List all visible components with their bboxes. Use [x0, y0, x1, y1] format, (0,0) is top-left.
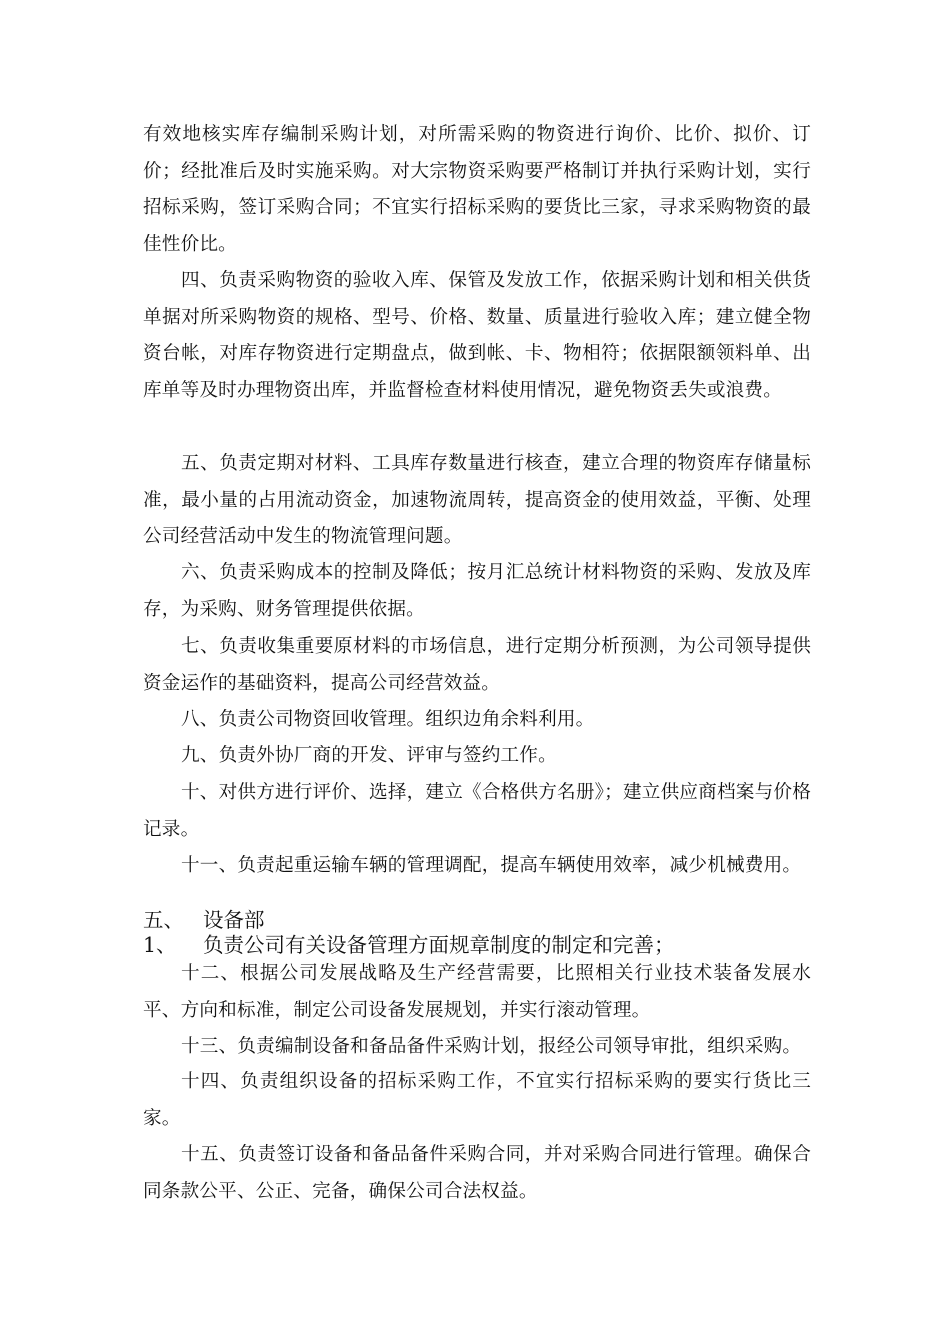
item-number: 1、	[143, 933, 177, 957]
paragraph-item-9: 九、负责外协厂商的开发、评审与签约工作。	[181, 745, 557, 766]
paragraph-item-11: 十一、负责起重运输车辆的管理调配，提高车辆使用效率，减少机械费用。	[181, 855, 802, 876]
paragraph-item-15: 十五、负责签订设备和备品备件采购合同，并对采购合同进行管理。确保合同条款公平、公正、完备，确保公司合法权益。	[143, 1144, 811, 1202]
section-heading	[143, 908, 265, 932]
item-text: 负责公司有关设备管理方面规章制度的制定和完善；	[203, 933, 675, 957]
paragraph-item-14: 十四、负责组织设备的招标采购工作，不宜实行招标采购的要实行货比三家。	[143, 1071, 811, 1129]
section-title: 设备部	[203, 908, 265, 932]
paragraph-item-6: 六、负责采购成本的控制及降低；按月汇总统计材料物资的采购、发放及库存，为采购、财务管理提供依据。	[143, 562, 811, 620]
paragraph-item-12: 十二、根据公司发展战略及生产经营需要，比照相关行业技术装备发展水平、方向和标准，制定公司设备发展规划，并实行滚动管理。	[143, 963, 811, 1021]
paragraph-item-4: 四、负责采购物资的验收入库、保管及发放工作，依据采购计划和相关供货单据对所采购物资的规格、型号、价格、数量、质量进行验收入库；建立健全物资台帐，对库存物资进行定期盘点，做到帐、卡、物相符；依据限额领料单、出库单等及时办理物资出库，并监督检查材料使用情况，避免物资丢失或浪费。	[143, 270, 811, 401]
paragraph-item-13: 十三、负责编制设备和备品备件采购计划，报经公司领导审批，组织采购。	[181, 1036, 802, 1057]
paragraph-item-10: 十、对供方进行评价、选择，建立《合格供方名册》；建立供应商档案与价格记录。	[143, 782, 811, 840]
paragraph-procurement-plan: 有效地核实库存编制采购计划，对所需采购的物资进行询价、比价、拟价、订价；经批准后及时实施采购。对大宗物资采购要严格制订并执行采购计划，实行招标采购，签订采购合同；不宜实行招标采购的要货比三家，寻求采购物资的最佳性价比。	[143, 124, 811, 255]
section-number: 五、	[143, 908, 184, 932]
paragraph-item-8: 八、负责公司物资回收管理。组织边角余料利用。	[181, 709, 595, 730]
numbered-item	[143, 933, 675, 957]
paragraph-item-5: 五、负责定期对材料、工具库存数量进行核查，建立合理的物资库存储量标准，最小量的占用流动资金，加速物流周转，提高资金的使用效益，平衡、处理公司经营活动中发生的物流管理问题。	[143, 453, 811, 548]
paragraph-item-7: 七、负责收集重要原材料的市场信息，进行定期分析预测，为公司领导提供资金运作的基础资料，提高公司经营效益。	[143, 636, 811, 694]
